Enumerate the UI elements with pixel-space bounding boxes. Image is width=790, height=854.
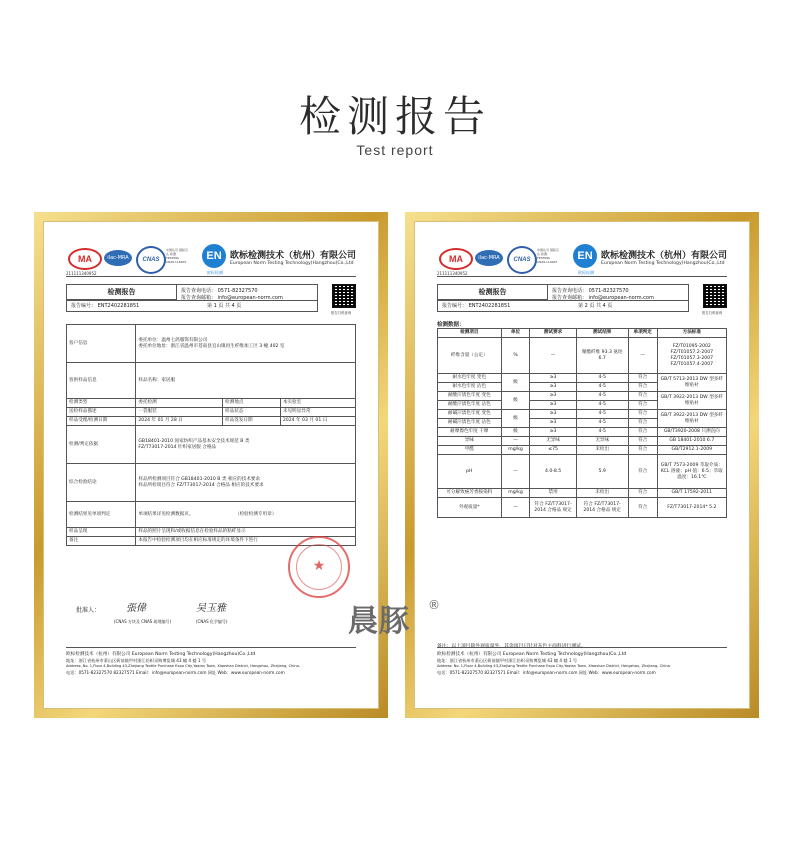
table-cell: 2024 年 03 月 01 日 — [280, 417, 355, 426]
table-cell: 无异味 — [576, 437, 628, 446]
table-cell: — — [530, 338, 576, 374]
table-cell: — — [501, 455, 530, 489]
seal-star-icon: ★ — [312, 558, 326, 574]
table-cell: 耐摩擦色牢度 干摩 — [438, 428, 502, 437]
table-cell: — — [501, 437, 530, 446]
report-header — [437, 284, 727, 314]
table-cell: 符合 — [628, 428, 657, 437]
en-logo-caption: 欧标检测 — [207, 270, 223, 275]
column-header: 单项判定 — [628, 329, 657, 338]
report-number: 报告编号： ENT2402281851 — [71, 303, 140, 309]
table-cell: 委托检测 — [136, 399, 223, 408]
signature-2-note: (CNAS 化学编号) — [196, 619, 228, 624]
table-cell: 备注 — [67, 537, 136, 546]
table-row — [438, 410, 727, 419]
table-cell: 耐水色牢度 变色 — [438, 374, 502, 383]
table-cell: 委托单位：温州七鸽服饰有限公司 委托单位地址：浙江省温州市苍南县宜山镇再生纤维加工区 3 幢 402 室 — [136, 325, 356, 363]
table-cell: 甲醛 — [438, 446, 502, 455]
table-cell: 样品签发日期 — [223, 417, 281, 426]
seal-label: （检验检测专用章） — [234, 511, 277, 517]
table-cell: GB18401-2010 国家纺织产品基本安全技术规范 B 类 FZ/T73017-2014 针织家居服 合格品 — [136, 426, 356, 464]
footer-contact: 电话：0571-82327570 82327571 Email：info@european-norm.com 网址 Web：www.european-norm.com — [437, 670, 656, 675]
table-cell: GB/T3920-2008 只测直向 — [657, 428, 726, 437]
en-logo-caption: 欧标检测 — [578, 270, 594, 275]
footer-address-en: Address: No. 1,Floor 4,Building 43,Zhejiang Textile Purchase Expo City,Yaqian Town, Xiaoshan District, Hangzhou, Zhejiang, China. — [437, 664, 671, 668]
table-cell: 未检出 — [576, 489, 628, 498]
report-page-2 — [437, 244, 727, 686]
table-cell: 未见明显异常 — [280, 408, 355, 417]
table-cell: FZ/T73017-2014* 5.2 — [657, 498, 726, 518]
signature-2: 吴玉雅 — [196, 603, 226, 614]
report-phone: 报告查询电话： 0571-82327570 — [181, 288, 258, 294]
table-cell: ≤75 — [530, 446, 576, 455]
table-cell: 级 — [501, 392, 530, 410]
footer-address-en: Address: No. 1,Floor 4,Building 43,Zhejiang Textile Purchase Expo City,Yaqian Town, Xiaoshan District, Hangzhou, Zhejiang, China. — [66, 664, 300, 668]
table-cell: 4-5 — [576, 428, 628, 437]
table-cell: ≥3 — [530, 401, 576, 410]
qr-caption: 报告扫码查询 — [701, 311, 723, 315]
table-cell: 4-5 — [576, 410, 628, 419]
table-cell: 样品名称：家居服 — [136, 363, 356, 399]
table-cell: ≥3 — [530, 374, 576, 383]
table-cell: GB/T 17592-2011 — [657, 489, 726, 498]
page-indicator: 第 2 页 共 4 页 — [578, 303, 613, 309]
table-cell: 检测/判定依据 — [67, 426, 136, 464]
signature-area — [66, 599, 356, 639]
hero-subtitle: Test report — [356, 142, 434, 158]
page-indicator: 第 1 页 共 4 页 — [207, 303, 242, 309]
table-cell: 样品受理/检测日期 — [67, 417, 136, 426]
certificate-frame-right — [405, 212, 759, 718]
table-cell: FZ/T01095-2002 FZ/T01057.2-2007 FZ/T01057.3-2007 FZ/T01057.4-2007 — [657, 338, 726, 374]
client-info-table — [66, 324, 356, 546]
column-header: 测试结果 — [576, 329, 628, 338]
table-cell: ≥3 — [530, 410, 576, 419]
table-cell: 外观质量* — [438, 498, 502, 518]
table-cell: 客户信息 — [67, 325, 136, 363]
data-section-title: 检测数据： — [437, 322, 465, 328]
table-cell: 耐碱汗渍色牢度 沾色 — [438, 419, 502, 428]
table-cell: ≥3 — [530, 428, 576, 437]
table-row — [438, 437, 727, 446]
table-cell: 级 — [501, 374, 530, 392]
table-cell: 检测地点 — [223, 399, 281, 408]
qr-code-icon — [332, 284, 356, 308]
table-cell: GB/T 5713-2013 DW 型多纤维贴衬 — [657, 374, 726, 392]
table-cell: 4-5 — [576, 392, 628, 401]
report-number: 报告编号： ENT2402281851 — [442, 303, 511, 309]
table-cell: 无异味 — [530, 437, 576, 446]
table-cell: 级 — [501, 428, 530, 437]
report-email: 报告查询邮箱： info@european-norm.com — [552, 295, 654, 301]
table-cell: 符合 FZ/T73017-2014 合格品 规定 — [530, 498, 576, 518]
table-cell: 聚酯纤维 93.3 氨纶 6.7 — [576, 338, 628, 374]
table-note: 备注：以上项目除外观质量外，其余项目只针对灰色主面料进行测试。 — [437, 644, 586, 649]
certificate-frame-left — [34, 212, 388, 718]
table-cell: 耐酸汗渍色牢度 变色 — [438, 392, 502, 401]
table-cell: ≥3 — [530, 419, 576, 428]
table-cell: ≥3 — [530, 392, 576, 401]
table-cell: 5.9 — [576, 455, 628, 489]
table-cell: GB/T2912.1-2009 — [657, 446, 726, 455]
table-cell: 综合检验结论 — [67, 464, 136, 502]
table-cell: 异味 — [438, 437, 502, 446]
ma-number: 211111340952 — [437, 271, 468, 276]
table-cell: 未检出 — [576, 446, 628, 455]
table-cell: mg/kg — [501, 489, 530, 498]
report-title: 检测报告 — [67, 285, 177, 300]
company-name-en: European Norm Testing Technology(Hangzhou)Co.,Ltd — [230, 261, 354, 266]
table-cell: 本实验室 — [280, 399, 355, 408]
table-cell: 符合 FZ/T73017-2014 合格品 规定 — [576, 498, 628, 518]
table-cell: 2024 年 01 月 28 日 — [136, 417, 223, 426]
company-name-cn: 欧标检测技术（杭州）有限公司 — [230, 251, 357, 261]
table-cell: — — [628, 338, 657, 374]
qr-code-icon — [703, 284, 727, 308]
table-row — [438, 338, 727, 374]
column-header: 检测项目 — [438, 329, 502, 338]
brand-watermark: 晨豚 — [348, 604, 410, 639]
table-row — [438, 498, 727, 518]
ilac-logo-icon: ilac-MRA — [475, 250, 503, 266]
signature-1: 張偉 — [126, 603, 146, 614]
footer-address-cn: 地址：浙江省杭州市萧山区衙前镇甲村浙江纺织采购博览城 43 幢 4 楼 1 号 — [66, 658, 207, 663]
column-header: 测试要求 — [530, 329, 576, 338]
table-cell: pH — [438, 455, 502, 489]
table-cell: 符合 — [628, 498, 657, 518]
table-cell: 样品的照片呈现和/或收据信息在检验样品的粘纤显示 — [136, 528, 356, 537]
table-cell: 符合 — [628, 419, 657, 428]
company-name-en: European Norm Testing Technology(Hangzhou)Co.,Ltd — [601, 261, 725, 266]
table-row — [438, 374, 727, 383]
table-cell: 符合 — [628, 374, 657, 383]
report-footer — [66, 647, 356, 684]
table-row — [438, 428, 727, 437]
table-cell: 符合 — [628, 401, 657, 410]
table-cell: 符合 — [628, 392, 657, 401]
table-cell: 本报告中检验检测项目均在相应标准规定的环境条件下进行 — [136, 537, 356, 546]
table-cell: ≥3 — [530, 383, 576, 392]
table-cell: 检测类型 — [67, 399, 136, 408]
en-logo-icon: EN — [573, 244, 597, 268]
table-cell: mg/kg — [501, 446, 530, 455]
table-row — [438, 446, 727, 455]
ilac-logo-icon: ilac-MRA — [104, 250, 132, 266]
column-header: 方法标准 — [657, 329, 726, 338]
footer-company: 欧标检测技术（杭州）有限公司 European Norm Testing Technology(Hangzhou)Co.,Ltd — [437, 652, 627, 657]
approver-label: 批准人： — [76, 607, 101, 614]
ma-logo-icon: MA — [68, 248, 102, 270]
table-cell: 样品呈现 — [67, 528, 136, 537]
qr-caption: 报告扫码查询 — [330, 311, 352, 315]
table-cell: 可分解致癌芳香胺染料 — [438, 489, 502, 498]
footer-company: 欧标检测技术（杭州）有限公司 European Norm Testing Technology(Hangzhou)Co.,Ltd — [66, 652, 256, 657]
table-cell: 符合 — [628, 455, 657, 489]
table-cell: % — [501, 338, 530, 374]
result-text: 单项结果详见检测数据页。 — [138, 511, 194, 517]
report-header — [66, 284, 356, 314]
table-cell: 禁用 — [530, 489, 576, 498]
table-cell: 符合 — [628, 410, 657, 419]
official-seal — [288, 536, 350, 598]
table-cell: 级 — [501, 410, 530, 428]
table-cell: GB/T 3922-2013 DW 型多纤维贴衬 — [657, 392, 726, 410]
table-cell: 符合 — [628, 437, 657, 446]
report-page-1 — [66, 244, 356, 686]
registered-mark: ® — [428, 598, 440, 612]
footer-address-cn: 地址：浙江省杭州市萧山区衙前镇甲村浙江纺织采购博览城 43 幢 4 楼 1 号 — [437, 658, 578, 663]
ma-logo-icon: MA — [439, 248, 473, 270]
table-row — [438, 489, 727, 498]
table-cell: 符合 — [628, 446, 657, 455]
report-phone: 报告查询电话： 0571-82327570 — [552, 288, 629, 294]
cnas-logo-icon: CNAS — [136, 246, 166, 274]
table-cell: 符合 — [628, 489, 657, 498]
cnas-caption: 中国认可 国际互认 检测 TESTING CNAS L16007 — [166, 248, 188, 264]
report-email: 报告查询邮箱： info@european-norm.com — [181, 295, 283, 301]
company-name-cn: 欧标检测技术（杭州）有限公司 — [601, 251, 728, 261]
table-cell: 4-5 — [576, 374, 628, 383]
signature-1-note: (CNAS 方块及 CNAS 助理编号) — [114, 619, 172, 624]
report-title: 检测报告 — [438, 285, 548, 300]
column-header: 单位 — [501, 329, 530, 338]
table-cell: GB 18401-2010 6.7 — [657, 437, 726, 446]
table-cell — [136, 502, 356, 528]
ma-number: 211111340952 — [66, 271, 97, 276]
footer-contact: 电话：0571-82327570 82327571 Email：info@european-norm.com 网址 Web：www.european-norm.com — [66, 670, 285, 675]
report-footer — [437, 647, 727, 684]
en-logo-icon: EN — [202, 244, 226, 268]
hero-title: 检测报告 — [298, 92, 491, 141]
table-cell: 样品状态 — [223, 408, 281, 417]
table-cell: 4.0-8.5 — [530, 455, 576, 489]
table-cell: 耐水色牢度 沾色 — [438, 383, 502, 392]
cnas-logo-icon: CNAS — [507, 246, 537, 274]
table-row — [438, 455, 727, 489]
table-cell: 耐酸汗渍色牢度 沾色 — [438, 401, 502, 410]
table-cell: 样品所检测项目符合 GB18401-2010 B 类 相应的技术要求 样品所检项目符合 FZ/T73017-2014 合格品 相应的技术要求 — [136, 464, 356, 502]
table-cell: 纤维含量（公定） — [438, 338, 502, 374]
table-cell: 检测结果见单项判定 — [67, 502, 136, 528]
table-cell: 耐碱汗渍色牢度 变色 — [438, 410, 502, 419]
table-cell: 客供样品信息 — [67, 363, 136, 399]
table-cell: 一袋服装 — [136, 408, 223, 417]
table-row — [438, 392, 727, 401]
test-data-table — [437, 328, 727, 518]
table-cell: 4-5 — [576, 401, 628, 410]
table-cell: 送检样品描述 — [67, 408, 136, 417]
table-cell: GB/T 3922-2013 DW 型多纤维贴衬 — [657, 410, 726, 428]
table-cell: 4-5 — [576, 419, 628, 428]
table-cell: 4-5 — [576, 383, 628, 392]
table-cell: GB/T 7573-2009 萃取介质：KCL 溶液；pH 值：6.5；萃取温度：16.1℃ — [657, 455, 726, 489]
table-cell: 符合 — [628, 383, 657, 392]
table-cell: — — [501, 498, 530, 518]
cnas-caption: 中国认可 国际互认 检测 TESTING CNAS L16007 — [537, 248, 559, 264]
